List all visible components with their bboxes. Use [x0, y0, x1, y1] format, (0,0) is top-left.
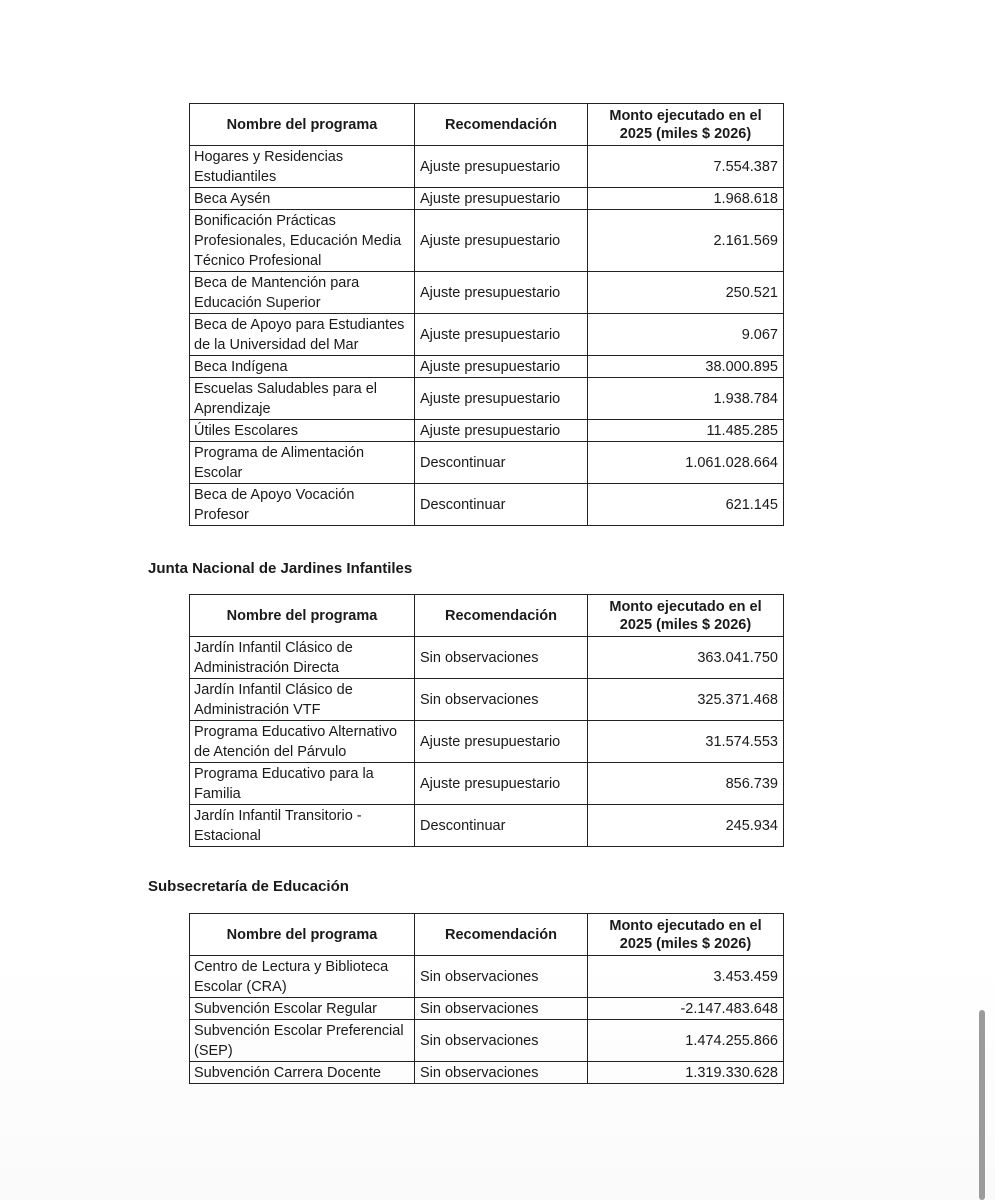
recommendation: Sin observaciones	[415, 956, 588, 998]
program-name: Programa Educativo para la Familia	[190, 763, 415, 805]
program-name: Beca Aysén	[190, 188, 415, 210]
amount: 7.554.387	[588, 146, 784, 188]
amount: 1.474.255.866	[588, 1020, 784, 1062]
table-row	[190, 378, 784, 420]
recommendation: Sin observaciones	[415, 637, 588, 679]
amount: 2.161.569	[588, 210, 784, 272]
amount: 38.000.895	[588, 356, 784, 378]
header-recommendation: Recomendación	[415, 595, 588, 637]
recommendation: Ajuste presupuestario	[415, 314, 588, 356]
program-name: Programa de Alimentación Escolar	[190, 442, 415, 484]
table-row	[190, 188, 784, 210]
programs-table-3	[189, 913, 784, 1084]
programs-table-1	[189, 103, 784, 526]
table-row	[190, 805, 784, 847]
recommendation: Descontinuar	[415, 805, 588, 847]
amount: 9.067	[588, 314, 784, 356]
table-row	[190, 484, 784, 526]
program-name: Subvención Escolar Regular	[190, 998, 415, 1020]
table-row	[190, 314, 784, 356]
amount: 363.041.750	[588, 637, 784, 679]
program-name: Subvención Carrera Docente	[190, 1062, 415, 1084]
amount: 245.934	[588, 805, 784, 847]
program-name: Subvención Escolar Preferencial (SEP)	[190, 1020, 415, 1062]
table-row	[190, 956, 784, 998]
table-row	[190, 637, 784, 679]
table-row	[190, 356, 784, 378]
program-name: Beca de Apoyo para Estudiantes de la Universidad del Mar	[190, 314, 415, 356]
header-recommendation: Recomendación	[415, 914, 588, 956]
section-title-subsecretaria: Subsecretaría de Educación	[148, 878, 349, 895]
amount: 1.938.784	[588, 378, 784, 420]
programs-table-2	[189, 594, 784, 847]
amount: 621.145	[588, 484, 784, 526]
program-name: Centro de Lectura y Biblioteca Escolar (CRA)	[190, 956, 415, 998]
amount: -2.147.483.648	[588, 998, 784, 1020]
table-header-row	[190, 595, 784, 637]
recommendation: Descontinuar	[415, 484, 588, 526]
recommendation: Sin observaciones	[415, 679, 588, 721]
amount: 31.574.553	[588, 721, 784, 763]
recommendation: Ajuste presupuestario	[415, 210, 588, 272]
table-row	[190, 679, 784, 721]
recommendation: Sin observaciones	[415, 1062, 588, 1084]
recommendation: Ajuste presupuestario	[415, 272, 588, 314]
program-name: Hogares y Residencias Estudiantiles	[190, 146, 415, 188]
recommendation: Sin observaciones	[415, 1020, 588, 1062]
recommendation: Ajuste presupuestario	[415, 188, 588, 210]
program-name: Jardín Infantil Clásico de Administración Directa	[190, 637, 415, 679]
amount: 856.739	[588, 763, 784, 805]
recommendation: Ajuste presupuestario	[415, 763, 588, 805]
header-recommendation: Recomendación	[415, 104, 588, 146]
header-amount: Monto ejecutado en el 2025 (miles $ 2026)	[588, 104, 784, 146]
amount: 1.319.330.628	[588, 1062, 784, 1084]
program-name: Beca de Apoyo Vocación Profesor	[190, 484, 415, 526]
table-row	[190, 998, 784, 1020]
program-name: Programa Educativo Alternativo de Atención del Párvulo	[190, 721, 415, 763]
table-row	[190, 272, 784, 314]
table-row	[190, 442, 784, 484]
recommendation: Ajuste presupuestario	[415, 420, 588, 442]
table-header-row	[190, 104, 784, 146]
amount: 250.521	[588, 272, 784, 314]
amount: 1.061.028.664	[588, 442, 784, 484]
recommendation: Ajuste presupuestario	[415, 356, 588, 378]
header-program-name: Nombre del programa	[190, 914, 415, 956]
amount: 1.968.618	[588, 188, 784, 210]
table-row	[190, 420, 784, 442]
table-row	[190, 763, 784, 805]
header-program-name: Nombre del programa	[190, 595, 415, 637]
header-program-name: Nombre del programa	[190, 104, 415, 146]
program-name: Jardín Infantil Transitorio - Estacional	[190, 805, 415, 847]
recommendation: Ajuste presupuestario	[415, 378, 588, 420]
program-name: Escuelas Saludables para el Aprendizaje	[190, 378, 415, 420]
header-amount: Monto ejecutado en el 2025 (miles $ 2026)	[588, 914, 784, 956]
program-name: Beca de Mantención para Educación Superior	[190, 272, 415, 314]
program-name: Jardín Infantil Clásico de Administración VTF	[190, 679, 415, 721]
table-header-row	[190, 914, 784, 956]
table-row	[190, 721, 784, 763]
header-amount: Monto ejecutado en el 2025 (miles $ 2026)	[588, 595, 784, 637]
program-name: Bonificación Prácticas Profesionales, Educación Media Técnico Profesional	[190, 210, 415, 272]
recommendation: Sin observaciones	[415, 998, 588, 1020]
table-row	[190, 1062, 784, 1084]
table-row	[190, 146, 784, 188]
amount: 325.371.468	[588, 679, 784, 721]
amount: 3.453.459	[588, 956, 784, 998]
recommendation: Ajuste presupuestario	[415, 721, 588, 763]
table-row	[190, 210, 784, 272]
section-title-junji: Junta Nacional de Jardines Infantiles	[148, 560, 413, 577]
program-name: Útiles Escolares	[190, 420, 415, 442]
recommendation: Ajuste presupuestario	[415, 146, 588, 188]
table-row	[190, 1020, 784, 1062]
recommendation: Descontinuar	[415, 442, 588, 484]
vertical-scrollbar[interactable]	[979, 1010, 985, 1200]
amount: 11.485.285	[588, 420, 784, 442]
program-name: Beca Indígena	[190, 356, 415, 378]
